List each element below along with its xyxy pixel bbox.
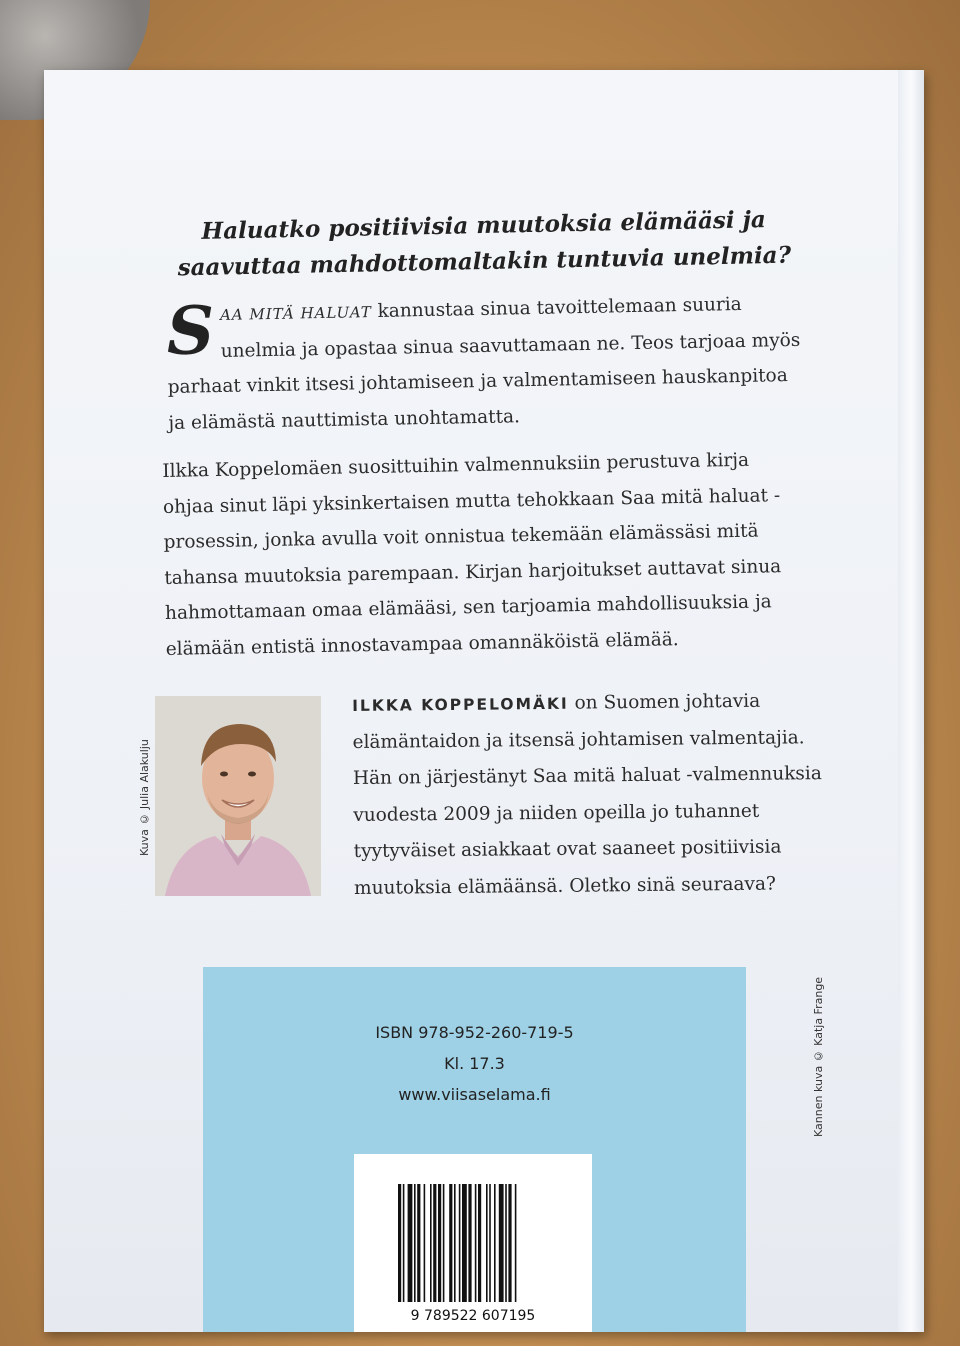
barcode-bar [424,1184,426,1302]
author-photo [155,696,321,896]
barcode-bar [468,1184,471,1302]
author-bio-text: on Suomen johtavia elämäntaidon ja itsensä johtamisen valmentajia. Hän on järjestänyt Saa mitä haluat -valmennuksia vuodesta 2009 ja niiden opeilla jo tuhannet tyytyväiset asiakkaat ovat saaneet positiivisia muutoksia elämäänsä. Oletko sinä seuraava? [352,690,822,899]
description-paragraph: Ilkka Koppelomäen suosittuihin valmennuksiin perustuva kirja ohjaa sinut läpi yksinkertaisen mutta tehokkaan Saa mitä haluat -prosessin, jonka avulla voit onnistua tekemään elämässäsi mitä tahansa muutoksia parempaan. Kirjan harjoitukset auttavat sinua hahmottamaan omaa elämääsi, sen tarjoamia mahdollisuuksia ja elämään entistä innostavampaa omannäköistä elämää. [162,449,782,660]
barcode-bar [430,1184,432,1302]
barcode-bar [417,1184,420,1302]
photo-credit: Kuva © Julia Alakulju [138,739,151,857]
barcode-bar [505,1184,507,1302]
barcode-bar [449,1184,452,1302]
publisher-website: www.viisaselama.fi [398,1085,551,1104]
barcode-bar [438,1184,441,1302]
barcode-bar [499,1184,504,1302]
barcode-number: 9 789522 607195 [410,1308,536,1324]
isbn: ISBN 978-952-260-719-5 [375,1023,574,1042]
barcode-bar [515,1184,517,1302]
book-back-cover [44,70,924,1332]
barcode-bar [443,1184,445,1302]
headline-line-2: saavuttaa mahdottomaltakin tuntuvia unelmia? [177,241,792,282]
intro-paragraph [166,286,809,441]
barcode-bar [408,1184,413,1302]
barcode-bar [486,1184,488,1302]
barcode-bar [478,1184,481,1302]
barcode-bar [508,1184,511,1302]
barcode-bar [475,1184,477,1302]
author-name: ILKKA KOPPELOMÄKI [352,694,569,715]
barcode-bar [398,1184,401,1302]
barcode-bar [459,1184,461,1302]
publication-info-box [203,967,746,1332]
barcode-bar [494,1184,496,1302]
author-bio [352,683,834,907]
drop-cap: S [165,291,216,370]
headline [43,199,924,289]
barcode-bar [433,1184,436,1302]
intro-text: kannustaa sinua tavoittelemaan suuria unelmia ja opastaa sinua saavuttamaan ne. Teos tarjoaa myös parhaat vinkit itsesi johtamiseen ja valmentamiseen hauskanpitoa ja elämästä nauttimista unohtamatta. [167,293,801,434]
isbn-block [203,1017,746,1110]
barcode [354,1154,592,1332]
headline-line-1: Haluatko positiivisia muutoksia elämääsi ja [201,206,767,245]
barcode-bar [489,1184,491,1302]
book-title-smallcaps: AA MITÄ HALUAT [219,303,372,324]
library-class: Kl. 17.3 [444,1054,505,1073]
barcode-area [354,1154,592,1332]
barcode-bar [403,1184,405,1302]
cover-credit: Kannen kuva © Katja Frange [812,976,825,1138]
barcode-bar [414,1184,416,1302]
author-portrait-image [155,696,321,896]
barcode-bar [454,1184,456,1302]
barcode-bar [462,1184,467,1302]
